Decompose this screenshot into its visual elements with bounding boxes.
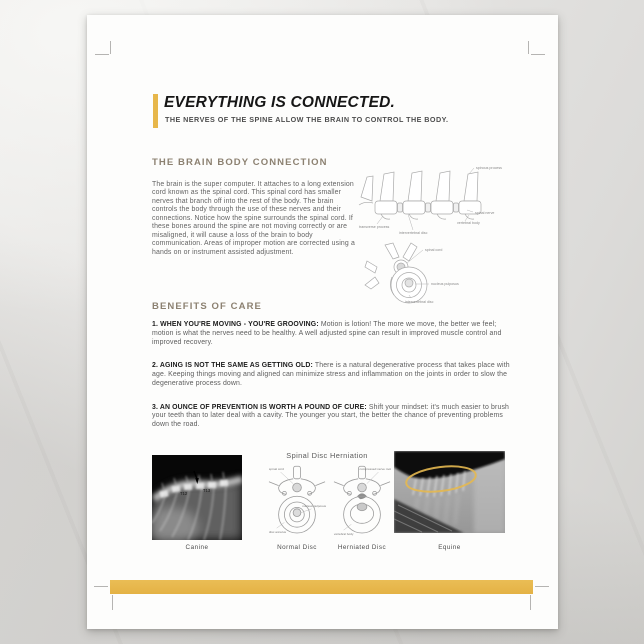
flyer-page xyxy=(87,15,558,629)
benefit-item-1 xyxy=(152,321,510,347)
crop-mark-bottom-left-v xyxy=(112,595,113,610)
page-subtitle: THE NERVES OF THE SPINE ALLOW THE BRAIN TO CONTROL THE BODY. xyxy=(165,115,449,124)
crop-mark-bottom-right-v xyxy=(530,595,531,610)
spine-anatomy-diagram xyxy=(357,161,509,307)
benefit-2-lead: 2. AGING IS NOT THE SAME AS GETTING OLD: xyxy=(152,362,313,370)
section-heading-benefits: BENEFITS OF CARE xyxy=(152,301,262,312)
normal-disc-caption: Normal Disc xyxy=(277,544,317,551)
label-spinal-cord: spinal cord xyxy=(425,248,443,252)
label-nucleus-pulposus: nucleus pulposus xyxy=(431,282,459,286)
herniated-label-vertebral-body: vertebral body xyxy=(333,531,354,536)
herniation-figure-title: Spinal Disc Herniation xyxy=(286,451,368,460)
benefit-3-text: Shift your mindset: it's much easier to brush your teeth than to later deal with a cavity. The younger you start, the better the chance of preventing problems down the road. xyxy=(152,403,510,429)
label-spinal-nerve: spinal nerve xyxy=(475,211,495,215)
label-spinous-process: spinous process xyxy=(476,166,502,170)
section-heading-brain-body: THE BRAIN BODY CONNECTION xyxy=(152,157,328,168)
canine-label-t13: T13 xyxy=(203,488,211,493)
normal-label-disc-annulus: disc annulus xyxy=(268,530,287,534)
page-title: EVERYTHING IS CONNECTED. xyxy=(164,94,396,111)
lateral-spine-drawing xyxy=(359,171,481,219)
herniated-disc-diagram xyxy=(332,464,392,542)
benefit-item-2 xyxy=(152,362,510,388)
label-intervertebral-disc-2: intervertebral disc xyxy=(405,300,434,304)
footer-accent-bar xyxy=(110,580,533,594)
equine-caption: Equine xyxy=(438,544,461,551)
canine-caption: Canine xyxy=(185,544,209,551)
brain-body-paragraph: The brain is the super computer. It attaches to a long extension cord known as the spinal cord. This spinal cord has smaller nerves that branch off into the rest of the body. The brain controls the body through the use of these nerves and their connections. Notice how the spine surrounds the spinal cord. If these bones around the spine are not moving correctly or are misaligned, it will cause a loss of the brain to body communication. Areas of improper motion are corrected using a hands on or instrument assisted adjustment. xyxy=(152,181,355,256)
benefit-item-3 xyxy=(152,404,510,430)
normal-disc-diagram xyxy=(267,464,327,542)
crop-mark-bottom-left-h xyxy=(94,586,108,587)
herniated-disc-caption: Herniated Disc xyxy=(337,544,387,551)
crop-mark-top-left-v xyxy=(110,41,111,54)
normal-label-spinal-cord: spinal cord xyxy=(268,467,284,472)
equine-xray-image xyxy=(394,451,505,533)
label-intervertebral-disc: intervertebral disc xyxy=(399,231,428,235)
label-transverse-process: transverse process xyxy=(359,225,390,229)
benefit-1-lead: 1. WHEN YOU'RE MOVING - YOU'RE GROOVING: xyxy=(152,321,319,328)
title-accent-bar xyxy=(153,94,158,128)
crop-mark-top-left-h xyxy=(95,54,109,55)
vertebra-cross-section-drawing xyxy=(365,243,459,304)
label-vertebral-body: vertebral body xyxy=(457,221,480,225)
benefits-list xyxy=(152,321,510,445)
benefit-1-text: Motion is lotion! The more we move, the better we feel; motion is what the nerves need to be healthy. A well adjusted spine can result in improved muscle control and improved recovery. xyxy=(152,321,502,346)
normal-label-nucleus-pulposus: nucleus pulposus xyxy=(302,503,327,508)
crop-mark-top-right-v xyxy=(528,41,529,54)
canine-label-t12: T12 xyxy=(180,491,188,496)
canine-xray-image xyxy=(152,455,242,540)
crop-mark-bottom-right-h xyxy=(535,586,549,587)
benefit-3-lead: 3. AN OUNCE OF PREVENTION IS WORTH A POUND OF CURE: xyxy=(152,403,367,411)
benefit-2-text: There is a natural degenerative process that takes place with age. Keeping things moving and aligned can minimize stress and inflammation on the joints in order to slow the degenerative process down. xyxy=(152,362,510,387)
crop-mark-top-right-h xyxy=(531,54,545,55)
herniated-label-compressed-nerve-root: compressed nerve root xyxy=(359,467,392,472)
